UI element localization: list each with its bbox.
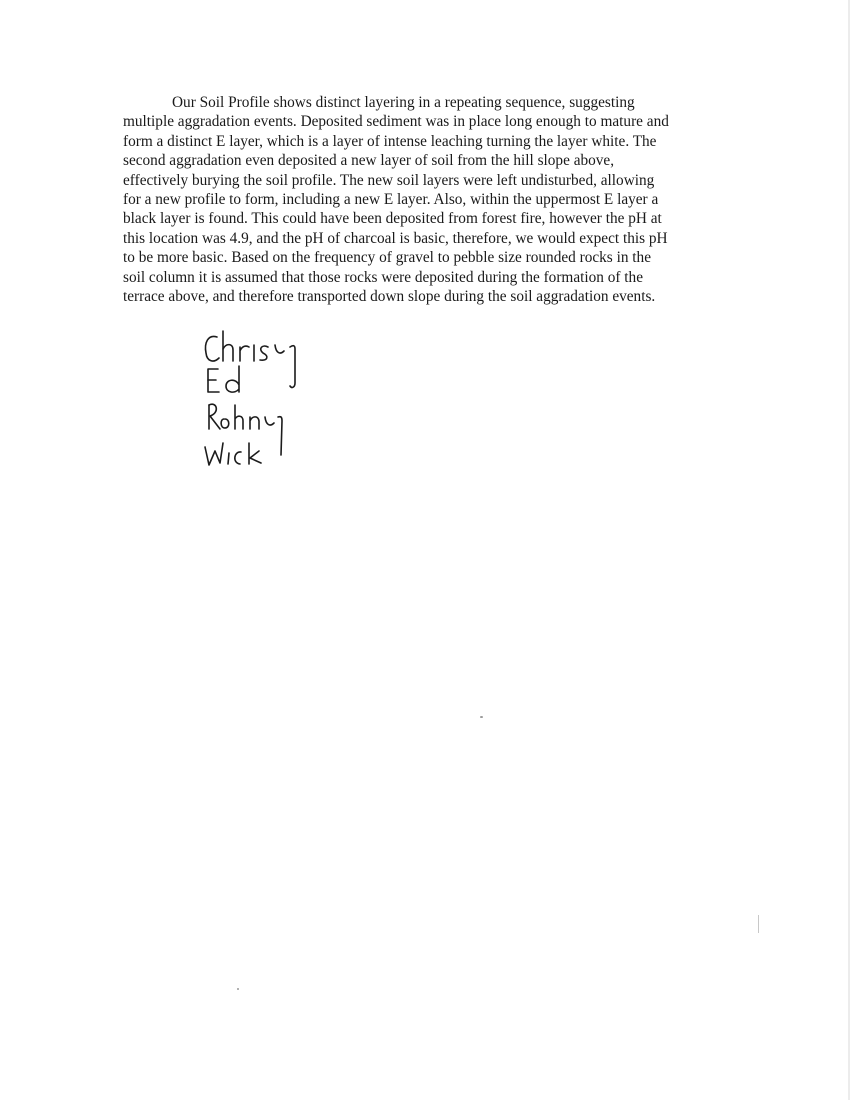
paragraph-line: for a new profile to form, including a new E layer. Also, within the uppermost E layer a [123, 191, 659, 209]
paragraph-line: Our Soil Profile shows distinct layering in a repeating sequence, suggesting [172, 94, 635, 111]
paragraph-line: multiple aggradation events. Deposited sediment was in place long enough to mature and [123, 113, 669, 131]
scan-edge-mark [758, 915, 759, 933]
paragraph-line: terrace above, and therefore transported down slope during the soil aggradation events. [123, 288, 656, 306]
scan-speck [237, 988, 239, 990]
body-paragraph [123, 93, 733, 306]
paragraph-line: black layer is found. This could have been deposited from forest fire, however the pH at [123, 210, 662, 228]
paragraph-line: to be more basic. Based on the frequency of gravel to pebble size rounded rocks in the [123, 249, 651, 267]
paragraph-line: effectively burying the soil profile. The new soil layers were left undisturbed, allowing [123, 171, 655, 189]
handwritten-signatures [198, 325, 328, 475]
signature-ed [208, 366, 239, 392]
paragraph-line: second aggradation even deposited a new layer of soil from the hill slope above, [123, 152, 615, 170]
signature-nick [205, 443, 261, 465]
paragraph-line: soil column it is assumed that those rocks were deposited during the formation of the [123, 268, 643, 286]
scan-speck [480, 716, 483, 718]
paragraph-line: this location was 4.9, and the pH of charcoal is basic, therefore, we would expect this pH [123, 229, 668, 247]
signature-ronny [209, 404, 282, 455]
paragraph-line: form a distinct E layer, which is a layer of intense leaching turning the layer white. The [123, 132, 657, 150]
signature-chrisy [205, 331, 295, 387]
